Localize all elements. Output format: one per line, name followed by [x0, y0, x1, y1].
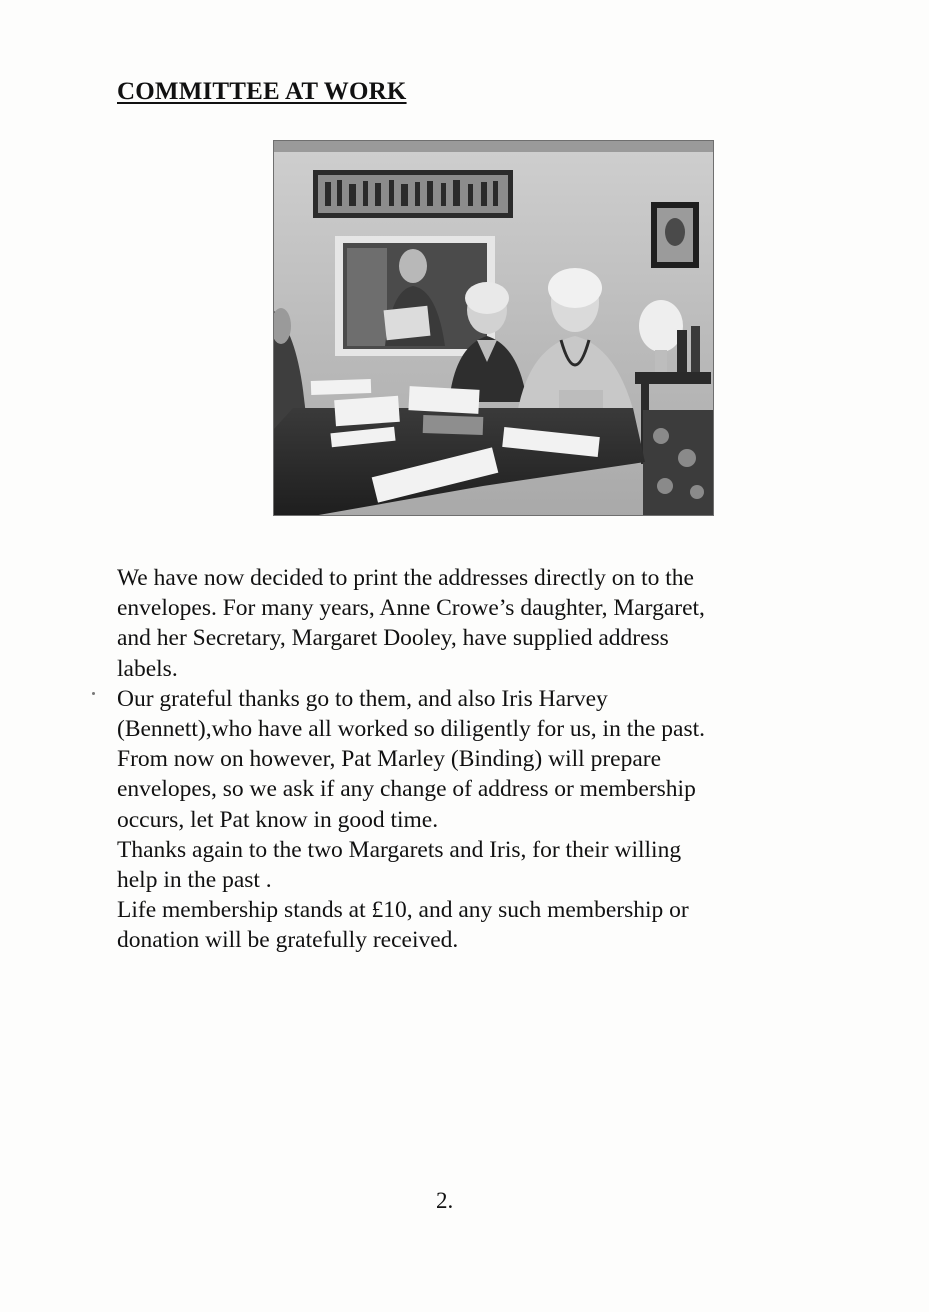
stray-ink-mark — [92, 692, 95, 695]
body-line: Thanks again to the two Margarets and Iris, for their willing — [117, 836, 682, 863]
body-line: From now on however, Pat Marley (Binding) will prepare — [117, 746, 662, 773]
committee-photo-illustration — [273, 140, 714, 516]
committee-photo — [273, 140, 714, 516]
body-text — [117, 563, 817, 956]
body-line: labels. — [117, 655, 178, 682]
body-line: Our grateful thanks go to them, and also Iris Harvey — [117, 685, 608, 712]
body-line: We have now decided to print the addresses directly on to the — [117, 565, 694, 591]
body-line: help in the past . — [117, 867, 272, 894]
body-line: envelopes. For many years, Anne Crowe’s daughter, Margaret, — [117, 595, 705, 622]
body-line: envelopes, so we ask if any change of address or membership — [117, 776, 696, 803]
body-line: Life membership stands at £10, and any such membership or — [117, 897, 689, 924]
page-number: 2. — [436, 1188, 454, 1213]
body-line: occurs, let Pat know in good time. — [117, 806, 439, 833]
body-line: donation will be gratefully received. — [117, 927, 459, 954]
page-title: COMMITTEE AT WORK — [117, 78, 407, 105]
body-line: and her Secretary, Margaret Dooley, have supplied address — [117, 625, 669, 652]
body-line: (Bennett),who have all worked so diligently for us, in the past. — [117, 716, 706, 743]
